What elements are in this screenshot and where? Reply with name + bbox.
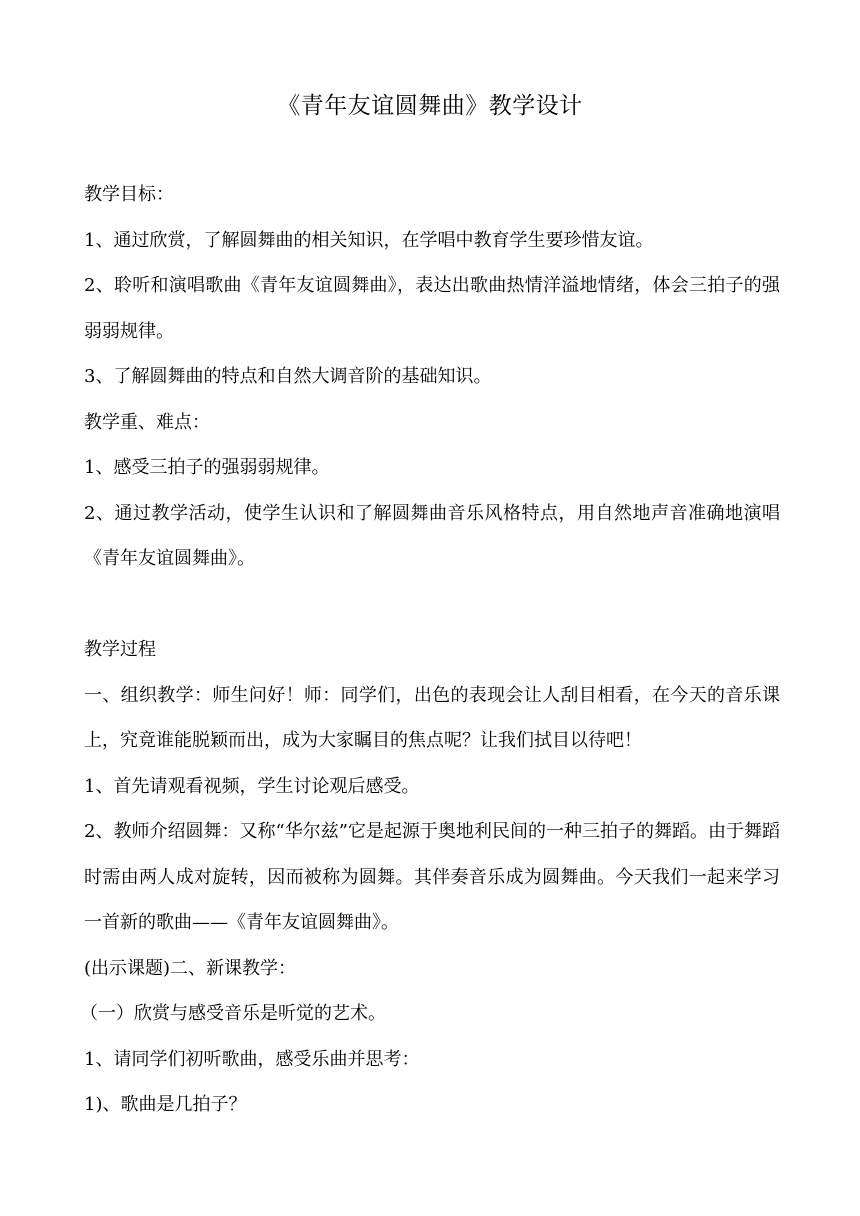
paragraph: (出示课题)二、新课教学： <box>84 957 297 979</box>
section-heading-process: 教学过程 <box>84 639 156 660</box>
paragraph: 1、通过欣赏，了解圆舞曲的相关知识，在学唱中教育学生要珍惜友谊。 <box>84 229 654 251</box>
paragraph: 3、了解圆舞曲的特点和自然大调音阶的基础知识。 <box>84 366 492 387</box>
document-body <box>80 172 780 1128</box>
paragraph: 1、感受三拍子的强弱弱规律。 <box>84 457 330 478</box>
section-heading-key-points: 教学重、难点： <box>84 411 210 433</box>
paragraph: 1、请同学们初听歌曲，感受乐曲并思考： <box>84 1048 420 1070</box>
paragraph: 1)、歌曲是几拍子？ <box>84 1094 247 1115</box>
document-title: 《青年友谊圆舞曲》教学设计 <box>277 93 583 119</box>
paragraph: 2、聆听和演唱歌曲《青年友谊圆舞曲》，表达出歌曲热情洋溢地情绪，体会三拍子的强弱弱规律。 <box>84 275 780 342</box>
paragraph: （一）欣赏与感受音乐是听觉的艺术。 <box>80 1003 386 1024</box>
paragraph: 2、教师介绍圆舞：又称“华尔兹”它是起源于奥地利民间的一种三拍子的舞蹈。由于舞蹈时需由两人成对旋转，因而被称为圆舞。其伴奏音乐成为圆舞曲。今天我们一起来学习一首新的歌曲——《青年友谊圆舞曲》。 <box>84 821 780 933</box>
section-heading-objectives: 教学目标： <box>84 184 174 205</box>
paragraph: 2、通过教学活动，使学生认识和了解圆舞曲音乐风格特点，用自然地声音准确地演唱《青年友谊圆舞曲》。 <box>84 502 780 569</box>
paragraph: 一、组织教学：师生问好！师：同学们，出色的表现会让人刮目相看，在今天的音乐课上，究竟谁能脱颖而出，成为大家瞩目的焦点呢？让我们拭目以待吧！ <box>84 684 780 751</box>
paragraph: 1、首先请观看视频，学生讨论观后感受。 <box>84 775 420 797</box>
blank-line <box>84 582 780 628</box>
